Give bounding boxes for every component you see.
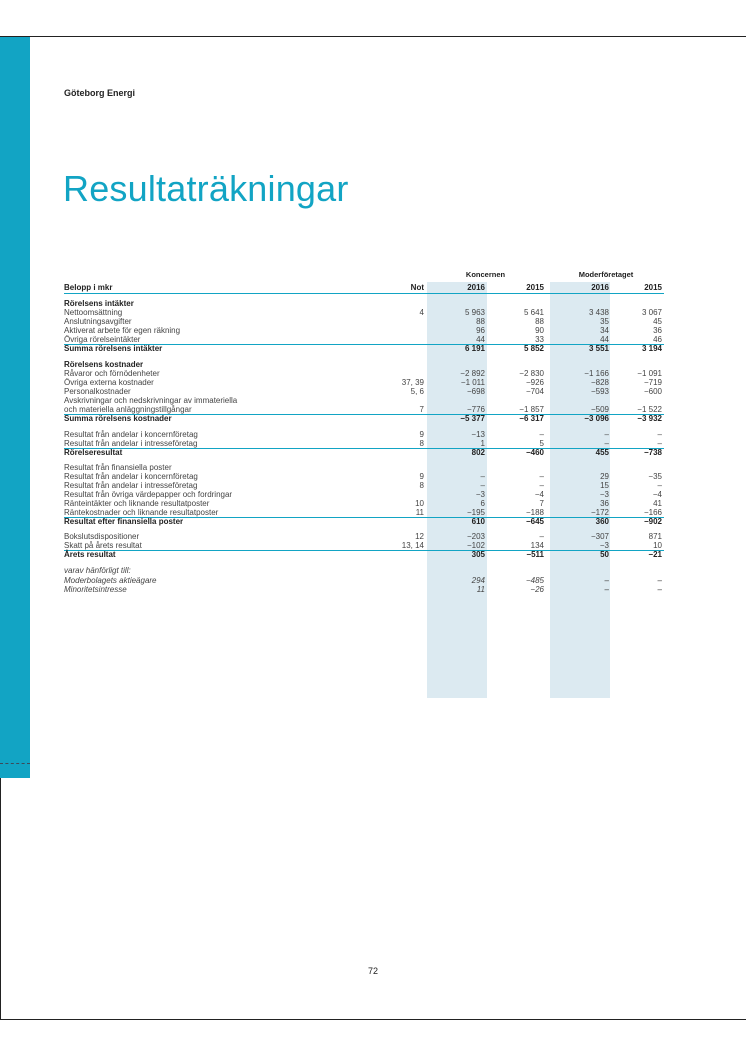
cell-m16: 34 [600, 326, 609, 335]
cell-label: Resultat från andelar i intresseföretag [64, 439, 198, 448]
cell-m16: 36 [600, 499, 609, 508]
cell-m15: −21 [648, 550, 662, 559]
cell-label: Resultat efter finansiella poster [64, 517, 184, 526]
header-m15: 2015 [644, 283, 662, 292]
cell-m15: −719 [643, 378, 662, 387]
cell-k16: −203 [466, 532, 485, 541]
cell-k16: 294 [471, 576, 485, 585]
cell-m16: 35 [600, 317, 609, 326]
cell-label: Nettoomsättning [64, 308, 123, 317]
cell-label: Resultat från finansiella poster [64, 463, 172, 472]
cell-m15: 36 [653, 326, 662, 335]
table-row [64, 550, 664, 559]
cell-k15: 88 [535, 317, 544, 326]
table-row [64, 369, 664, 378]
cell-m16: −828 [590, 378, 609, 387]
cell-not: 8 [419, 481, 424, 490]
header-k15: 2015 [526, 283, 544, 292]
cell-label: Ränteintäkter och liknande resultatposter [64, 499, 210, 508]
cell-k16: 305 [471, 550, 485, 559]
cell-k16: 11 [476, 585, 485, 594]
cell-label: Övriga externa kostnader [64, 378, 154, 387]
bottom-border [0, 1019, 746, 1020]
cell-k15: 7 [539, 499, 544, 508]
cell-m16: −172 [590, 508, 609, 517]
header-not: Not [410, 283, 424, 292]
cell-k15: −926 [525, 378, 544, 387]
cell-m16: 44 [600, 335, 609, 344]
cell-not: 11 [415, 508, 424, 517]
table-row [64, 481, 664, 490]
cell-m15: – [657, 576, 662, 585]
cell-m15: 3 067 [641, 308, 662, 317]
page-title: Resultaträkningar [63, 168, 349, 209]
cell-k15: 90 [535, 326, 544, 335]
cell-m16: 50 [600, 550, 609, 559]
cell-k15: 134 [530, 541, 544, 550]
header-rule [64, 293, 664, 294]
cell-k15: – [539, 481, 544, 490]
cell-m16: 15 [600, 481, 609, 490]
cell-m16: 360 [595, 517, 609, 526]
cell-k16: −776 [466, 405, 485, 414]
table-row [64, 499, 664, 508]
cell-m15: – [657, 585, 662, 594]
cell-k15: −6 317 [519, 414, 544, 423]
cell-label: varav hänförligt till: [64, 566, 131, 575]
cell-m15: 10 [653, 541, 662, 550]
cell-m16: – [604, 576, 609, 585]
cell-m15: −1 522 [637, 405, 662, 414]
cell-k16: −5 377 [460, 414, 485, 423]
cell-m16: – [604, 585, 609, 594]
table-row [64, 508, 664, 517]
cell-k16: −3 [475, 490, 485, 499]
cell-label: Rörelsens kostnader [64, 360, 144, 369]
cell-not: 10 [415, 499, 424, 508]
cell-not: 7 [419, 405, 424, 414]
table-row [64, 396, 664, 405]
table-row [64, 566, 664, 575]
table-row [64, 405, 664, 414]
dashed-marker [0, 763, 30, 764]
table-row [64, 532, 664, 541]
cell-label: Moderbolagets aktieägare [64, 576, 157, 585]
cell-k15: −511 [526, 550, 544, 559]
cell-k15: – [539, 472, 544, 481]
cell-k15: −645 [525, 517, 544, 526]
cell-not: 9 [419, 430, 424, 439]
cell-k15: – [539, 430, 544, 439]
table-row [64, 517, 664, 526]
table-row [64, 463, 664, 472]
cell-k16: 802 [471, 448, 485, 457]
table-row [64, 490, 664, 499]
cell-label: Övriga rörelseintäkter [64, 335, 141, 344]
table-row [64, 387, 664, 396]
cell-label: Avskrivningar och nedskrivningar av immateriella [64, 396, 238, 405]
cell-k16: – [480, 472, 485, 481]
group-header-moderforetaget: Moderföretaget [578, 270, 634, 279]
cell-k15: −2 830 [519, 369, 544, 378]
table-row [64, 430, 664, 439]
table-row [64, 448, 664, 457]
table-row [64, 299, 664, 308]
cell-k16: 6 191 [464, 344, 485, 353]
cell-m16: −3 [599, 490, 609, 499]
cell-k15: −4 [534, 490, 544, 499]
cell-label: Råvaror och förnödenheter [64, 369, 160, 378]
cell-not: 8 [419, 439, 424, 448]
cell-m16: −593 [590, 387, 609, 396]
cell-k16: – [480, 481, 485, 490]
cell-m16: −3 [599, 541, 609, 550]
cell-m15: – [657, 439, 662, 448]
cell-k15: −1 857 [519, 405, 544, 414]
cell-m16: 29 [600, 472, 609, 481]
cell-m16: – [604, 430, 609, 439]
cell-m15: −166 [643, 508, 662, 517]
header-m16: 2016 [591, 283, 609, 292]
cell-label: Resultat från övriga värdepapper och fordringar [64, 490, 233, 499]
cell-k16: −698 [466, 387, 485, 396]
cell-label: Årets resultat [64, 550, 116, 559]
cell-label: Personalkostnader [64, 387, 131, 396]
company-name: Göteborg Energi [64, 88, 136, 98]
cell-m15: −902 [643, 517, 662, 526]
cell-k15: −188 [525, 508, 544, 517]
cell-m15: −3 932 [637, 414, 662, 423]
table-row [64, 378, 664, 387]
cell-m15: −35 [648, 472, 662, 481]
cell-label: Resultat från andelar i koncernföretag [64, 430, 198, 439]
cell-k16: 5 963 [464, 308, 485, 317]
group-header-koncernen: Koncernen [465, 270, 506, 279]
cell-not: 5, 6 [410, 387, 424, 396]
cell-m16: −3 096 [584, 414, 609, 423]
table-row [64, 439, 664, 448]
cell-k15: −485 [525, 576, 544, 585]
cell-m15: −600 [643, 387, 662, 396]
cell-m15: 41 [653, 499, 662, 508]
cell-label: Summa rörelsens kostnader [64, 414, 172, 423]
cell-k16: −1 011 [460, 378, 485, 387]
cell-k16: −2 892 [460, 369, 485, 378]
cell-not: 13, 14 [401, 541, 424, 550]
cell-m15: 871 [648, 532, 662, 541]
cell-m16: −1 166 [584, 369, 609, 378]
cell-label: Summa rörelsens intäkter [64, 344, 163, 353]
accent-bar [0, 37, 30, 778]
cell-k15: 33 [535, 335, 544, 344]
cell-label: och materiella anläggningstillgångar [64, 405, 192, 414]
cell-k16: −13 [471, 430, 485, 439]
table-row [64, 317, 664, 326]
cell-k15: – [539, 532, 544, 541]
cell-label: Skatt på årets resultat [64, 541, 142, 550]
table-row [64, 541, 664, 550]
table-row [64, 576, 664, 585]
cell-m16: −307 [590, 532, 609, 541]
cell-label: Minoritetsintresse [64, 585, 127, 594]
cell-m15: 46 [653, 335, 662, 344]
cell-k15: −460 [525, 448, 544, 457]
table-row [64, 335, 664, 344]
cell-k16: −102 [466, 541, 485, 550]
cell-k16: 96 [476, 326, 485, 335]
cell-m15: – [657, 430, 662, 439]
cell-m15: −4 [652, 490, 662, 499]
left-border [0, 778, 1, 1020]
cell-label: Anslutningsavgifter [64, 317, 132, 326]
cell-label: Aktiverat arbete för egen räkning [64, 326, 181, 335]
cell-k15: −26 [530, 585, 544, 594]
cell-k16: 88 [476, 317, 485, 326]
cell-k15: 5 641 [523, 308, 544, 317]
cell-k16: 6 [480, 499, 485, 508]
cell-m15: – [657, 481, 662, 490]
cell-k15: 5 852 [523, 344, 544, 353]
top-border [0, 36, 746, 37]
table-row [64, 308, 664, 317]
cell-m15: 3 194 [641, 344, 662, 353]
cell-m15: −738 [643, 448, 662, 457]
cell-label: Resultat från andelar i intresseföretag [64, 481, 198, 490]
cell-label: Resultat från andelar i koncernföretag [64, 472, 198, 481]
cell-not: 37, 39 [401, 378, 424, 387]
cell-not: 9 [419, 472, 424, 481]
table-row [64, 326, 664, 335]
table-row [64, 585, 664, 594]
cell-m16: 3 551 [588, 344, 609, 353]
table-row [64, 360, 664, 369]
cell-m16: 3 438 [588, 308, 609, 317]
cell-m16: – [604, 439, 609, 448]
page-number: 72 [367, 966, 378, 976]
header-label: Belopp i mkr [64, 283, 113, 292]
cell-m16: 455 [595, 448, 609, 457]
cell-k16: 610 [471, 517, 485, 526]
cell-label: Rörelsens intäkter [64, 299, 134, 308]
table-header-row [64, 283, 664, 292]
cell-m15: −1 091 [637, 369, 662, 378]
cell-label: Rörelseresultat [64, 448, 123, 457]
table-row [64, 414, 664, 423]
cell-not: 12 [415, 532, 424, 541]
header-k16: 2016 [467, 283, 485, 292]
table-row [64, 472, 664, 481]
cell-k16: 1 [480, 439, 485, 448]
cell-label: Räntekostnader och liknande resultatposter [64, 508, 219, 517]
cell-not: 4 [419, 308, 424, 317]
cell-k16: 44 [476, 335, 485, 344]
cell-m16: −509 [590, 405, 609, 414]
cell-label: Bokslutsdispositioner [64, 532, 140, 541]
cell-k16: −195 [466, 508, 485, 517]
cell-k15: 5 [539, 439, 544, 448]
table-row [64, 344, 664, 353]
cell-m15: 45 [653, 317, 662, 326]
cell-k15: −704 [525, 387, 544, 396]
